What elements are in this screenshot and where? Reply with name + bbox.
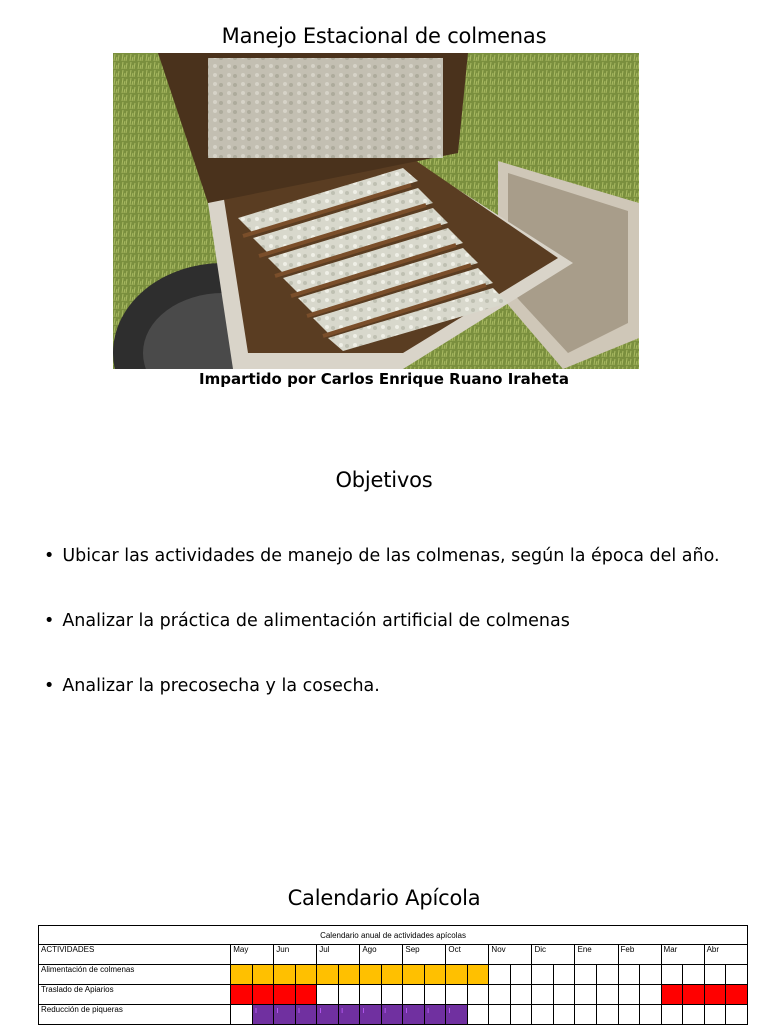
calendar-cell bbox=[274, 1005, 296, 1025]
month-header: Dic bbox=[532, 945, 575, 965]
calendar-cell bbox=[446, 1005, 468, 1025]
calendar-cell bbox=[467, 965, 489, 985]
calendar-cell bbox=[640, 985, 662, 1005]
slide-calendar bbox=[0, 860, 768, 1024]
calendar-heading: Calendario Apícola bbox=[287, 886, 481, 910]
activities-header: ACTIVIDADES bbox=[39, 945, 231, 965]
calendar-cell bbox=[424, 1005, 446, 1025]
calendar-cell bbox=[360, 965, 382, 985]
month-header: Ago bbox=[360, 945, 403, 965]
calendar-cell bbox=[618, 985, 640, 1005]
calendar-cell bbox=[252, 965, 274, 985]
calendar-cell bbox=[532, 985, 554, 1005]
objectives-heading: Objetivos bbox=[335, 468, 433, 492]
presenter-credit: Impartido por Carlos Enrique Ruano Iraheta bbox=[199, 370, 569, 388]
objective-item: • Analizar la precosecha y la cosecha. bbox=[44, 676, 720, 741]
calendar-cell bbox=[338, 965, 360, 985]
calendar-cell bbox=[618, 965, 640, 985]
beehive-illustration bbox=[113, 53, 639, 369]
calendar-cell bbox=[532, 1005, 554, 1025]
calendar-cell bbox=[510, 1005, 532, 1025]
calendar-cell bbox=[231, 985, 253, 1005]
objectives-list bbox=[44, 546, 720, 741]
calendar-cell bbox=[575, 1005, 597, 1025]
calendar-cell bbox=[553, 1005, 575, 1025]
calendar-cell bbox=[274, 965, 296, 985]
month-header: Jun bbox=[274, 945, 317, 965]
calendar-caption: Calendario anual de actividades apícolas bbox=[39, 926, 748, 945]
calendar-cell bbox=[381, 965, 403, 985]
calendar-cell bbox=[403, 985, 425, 1005]
calendar-cell bbox=[683, 985, 705, 1005]
calendar-cell bbox=[661, 965, 683, 985]
calendar-cell bbox=[704, 985, 726, 1005]
calendar-header-row bbox=[39, 945, 748, 965]
calendar-cell bbox=[489, 965, 511, 985]
slide-title-heading: Manejo Estacional de colmenas bbox=[221, 24, 547, 48]
activity-calendar-table bbox=[38, 925, 748, 1025]
month-header: Abr bbox=[704, 945, 747, 965]
calendar-cell bbox=[704, 965, 726, 985]
calendar-cell bbox=[489, 985, 511, 1005]
calendar-cell bbox=[381, 1005, 403, 1025]
calendar-cell bbox=[640, 1005, 662, 1025]
calendar-cell bbox=[726, 1005, 748, 1025]
slide-objectives bbox=[0, 430, 768, 730]
calendar-cell bbox=[231, 1005, 253, 1025]
calendar-cell bbox=[467, 1005, 489, 1025]
calendar-cell bbox=[575, 965, 597, 985]
calendar-cell bbox=[424, 985, 446, 1005]
calendar-cell bbox=[510, 985, 532, 1005]
calendar-cell bbox=[618, 1005, 640, 1025]
calendar-cell bbox=[597, 965, 619, 985]
month-header: Oct bbox=[446, 945, 489, 965]
calendar-cell bbox=[532, 965, 554, 985]
calendar-cell bbox=[446, 965, 468, 985]
calendar-cell bbox=[597, 985, 619, 1005]
calendar-cell bbox=[295, 1005, 317, 1025]
calendar-cell bbox=[683, 965, 705, 985]
objective-item: • Analizar la práctica de alimentación artificial de colmenas bbox=[44, 611, 720, 676]
calendar-cell bbox=[467, 985, 489, 1005]
calendar-cell bbox=[252, 1005, 274, 1025]
calendar-cell bbox=[553, 985, 575, 1005]
calendar-cell bbox=[726, 985, 748, 1005]
calendar-cell bbox=[726, 965, 748, 985]
calendar-cell bbox=[683, 1005, 705, 1025]
calendar-cell bbox=[252, 985, 274, 1005]
month-header: Sep bbox=[403, 945, 446, 965]
calendar-cell bbox=[231, 965, 253, 985]
calendar-cell bbox=[424, 965, 446, 985]
calendar-cell bbox=[661, 985, 683, 1005]
month-header: May bbox=[231, 945, 274, 965]
calendar-cell bbox=[317, 985, 339, 1005]
calendar-cell bbox=[317, 1005, 339, 1025]
month-header: Mar bbox=[661, 945, 704, 965]
calendar-cell bbox=[360, 985, 382, 1005]
month-header: Jul bbox=[317, 945, 360, 965]
calendar-cell bbox=[489, 1005, 511, 1025]
calendar-cell bbox=[274, 985, 296, 1005]
activity-label: Traslado de Apiarios bbox=[39, 985, 231, 1005]
calendar-cell bbox=[597, 1005, 619, 1025]
calendar-cell bbox=[360, 1005, 382, 1025]
calendar-cell bbox=[640, 965, 662, 985]
activity-row bbox=[39, 965, 748, 985]
calendar-cell bbox=[553, 965, 575, 985]
activity-row bbox=[39, 1005, 748, 1025]
calendar-cell bbox=[317, 965, 339, 985]
month-header: Ene bbox=[575, 945, 618, 965]
calendar-cell bbox=[575, 985, 597, 1005]
month-header: Feb bbox=[618, 945, 661, 965]
activity-row bbox=[39, 985, 748, 1005]
calendar-cell bbox=[338, 985, 360, 1005]
calendar-cell bbox=[381, 985, 403, 1005]
calendar-cell bbox=[403, 1005, 425, 1025]
slide-title bbox=[0, 0, 768, 400]
calendar-cell bbox=[704, 1005, 726, 1025]
calendar-cell bbox=[446, 985, 468, 1005]
activity-label: Reducción de piqueras bbox=[39, 1005, 231, 1025]
calendar-cell bbox=[510, 965, 532, 985]
calendar-cell bbox=[403, 965, 425, 985]
calendar-cell bbox=[338, 1005, 360, 1025]
beehive-photo bbox=[113, 53, 639, 369]
month-header: Nov bbox=[489, 945, 532, 965]
objective-item: • Ubicar las actividades de manejo de las colmenas, según la época del año. bbox=[44, 546, 720, 611]
calendar-cell bbox=[661, 1005, 683, 1025]
calendar-cell bbox=[295, 965, 317, 985]
activity-label: Alimentación de colmenas bbox=[39, 965, 231, 985]
calendar-cell bbox=[295, 985, 317, 1005]
